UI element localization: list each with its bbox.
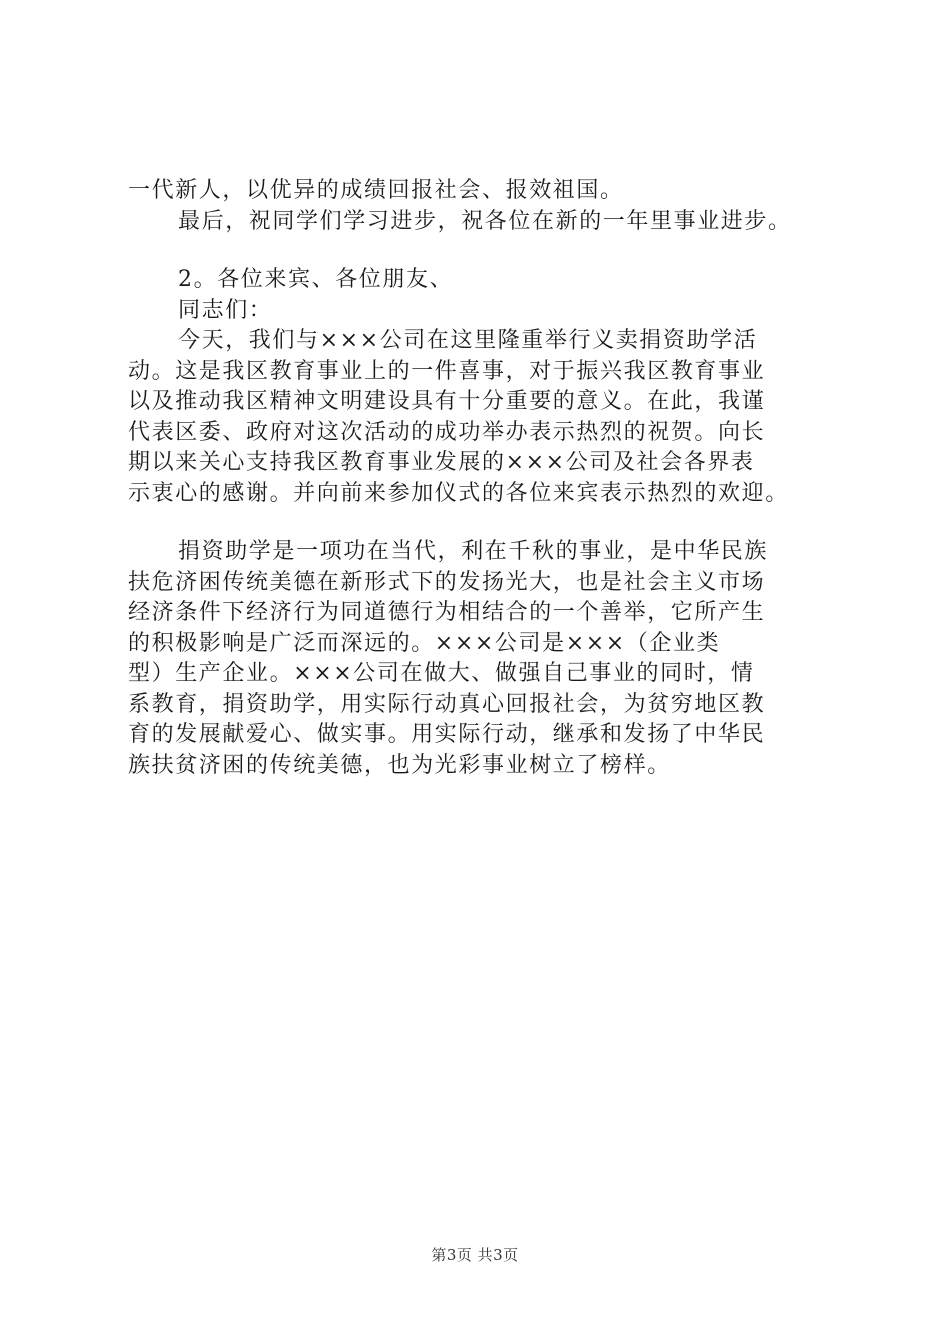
- text-line: 经济条件下经济行为同道德行为相结合的一个善举，它所产生: [128, 600, 766, 625]
- text-line: 今天，我们与×××公司在这里隆重举行义卖捐资助学活: [178, 328, 758, 353]
- text-line: 型）生产企业。×××公司在做大、做强自己事业的同时，情: [128, 661, 755, 686]
- salutation: 同志们：: [178, 297, 273, 323]
- text-line: 系教育，捐资助学，用实际行动真心回报社会，为贫穷地区教: [128, 691, 766, 717]
- text-line: 一代新人，以优异的成绩回报社会、报效祖国。: [128, 178, 624, 203]
- text-line: 捐资助学是一项功在当代，利在千秋的事业，是中华民族: [178, 539, 769, 564]
- section-heading: 2。各位来宾、各位朋友、: [178, 267, 454, 292]
- text-line: 族扶贫济困的传统美德，也为光彩事业树立了榜样。: [128, 752, 671, 778]
- text-line: 示衷心的感谢。并向前来参加仪式的各位来宾表示热烈的欢迎。: [128, 480, 789, 506]
- text-line: 育的发展献爱心、做实事。用实际行动，继承和发扬了中华民: [128, 722, 766, 747]
- text-line: 期以来关心支持我区教育事业发展的×××公司及社会各界表: [128, 450, 755, 475]
- text-line: 代表区委、政府对这次活动的成功举办表示热烈的祝贺。向长: [128, 419, 766, 445]
- document-body: [128, 176, 844, 781]
- text-line: 最后，祝同学们学习进步，祝各位在新的一年里事业进步。: [178, 208, 792, 234]
- text-line: 的积极影响是广泛而深远的。×××公司是×××（企业类: [128, 630, 721, 656]
- text-line: 扶危济困传统美德在新形式下的发扬光大，也是社会主义市场: [128, 569, 766, 595]
- text-line: 以及推动我区精神文明建设具有十分重要的意义。在此，我谨: [128, 389, 766, 414]
- text-line: 动。这是我区教育事业上的一件喜事，对于振兴我区教育事业: [128, 358, 766, 384]
- page-number-footer: 第3页 共3页: [431, 1246, 519, 1264]
